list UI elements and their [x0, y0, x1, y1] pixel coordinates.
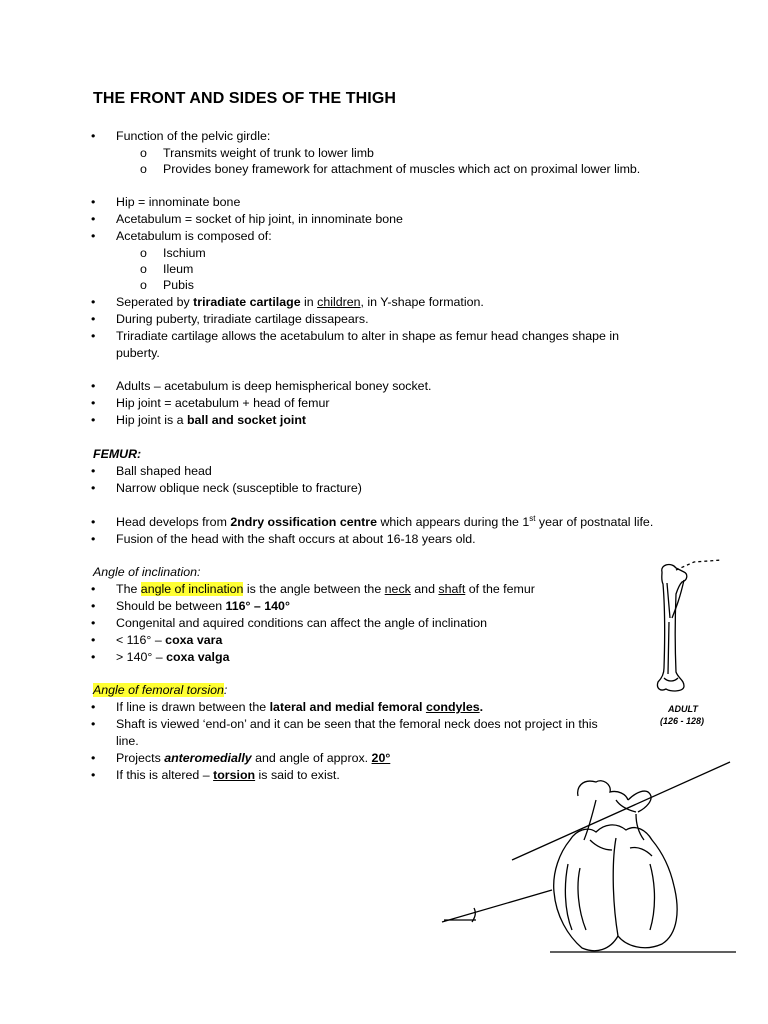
bullet-text: Acetabulum = socket of hip joint, in innominate bone: [116, 212, 403, 226]
bullet: •: [91, 599, 96, 613]
bullet-text: If line is drawn between the lateral and medial femoral condyles.: [116, 700, 484, 714]
bullet: •: [91, 413, 96, 427]
bullet-text: Congenital and aquired conditions can affect the angle of inclination: [116, 616, 488, 630]
bullet: •: [91, 212, 96, 226]
bullet: •: [91, 229, 96, 243]
bullet-text: Projects anteromedially and angle of approx. 20°: [116, 751, 391, 765]
bullet-text: Hip = innominate bone: [116, 195, 241, 209]
bullet: •: [91, 751, 96, 765]
bullet-text: If this is altered – torsion is said to exist.: [116, 768, 340, 782]
sub-bullet-text: Provides boney framework for attachment of muscles which act on proximal lower limb.: [163, 162, 641, 176]
section-heading-inclination: Angle of inclination:: [93, 565, 201, 579]
femoral-torsion-illustration: [440, 760, 740, 960]
bullet-text: Triradiate cartilage allows the acetabulum to alter in shape as femur head changes shape in: [116, 329, 620, 343]
sub-bullet-text: Ileum: [163, 262, 194, 276]
sub-bullet-text: Transmits weight of trunk to lower limb: [163, 146, 374, 160]
section-heading-femur: FEMUR:: [93, 447, 142, 461]
sub-bullet: o: [140, 162, 147, 176]
sub-bullet-text: Ischium: [163, 246, 206, 260]
sub-bullet: o: [140, 246, 147, 260]
bullet: •: [91, 700, 96, 714]
bullet: •: [91, 129, 96, 143]
bullet-text: Ball shaped head: [116, 464, 212, 478]
bullet-text: < 116° – coxa vara: [116, 633, 223, 647]
bullet-text-continued: line.: [116, 734, 139, 748]
bullet: •: [91, 515, 96, 529]
bullet: •: [91, 481, 96, 495]
bullet-text: During puberty, triradiate cartilage dissapears.: [116, 312, 369, 326]
figure-label-range: (126 - 128): [660, 716, 705, 726]
bullet: •: [91, 464, 96, 478]
bullet: •: [91, 717, 96, 731]
bullet: •: [91, 379, 96, 393]
sub-bullet-text: Pubis: [163, 278, 194, 292]
sub-bullet: o: [140, 146, 147, 160]
bullet-text: Hip joint is a ball and socket joint: [116, 413, 307, 427]
bullet: •: [91, 195, 96, 209]
figure-label-adult: ADULT: [668, 704, 698, 714]
bullet-text: The angle of inclination is the angle between the neck and shaft of the femur: [116, 582, 535, 596]
page-title: THE FRONT AND SIDES OF THE THIGH: [93, 90, 397, 107]
bullet-text: Adults – acetabulum is deep hemispherical boney socket.: [116, 379, 432, 393]
bullet-text: Acetabulum is composed of:: [116, 229, 272, 243]
bullet-text: Hip joint = acetabulum + head of femur: [116, 396, 330, 410]
femur-inclination-illustration: [650, 558, 730, 698]
bullet-text: Should be between 116° – 140°: [116, 599, 290, 613]
bullet: •: [91, 582, 96, 596]
sub-bullet: o: [140, 262, 147, 276]
bullet-text: Seperated by triradiate cartilage in children, in Y-shape formation.: [116, 295, 484, 309]
bullet-text: Shaft is viewed ‘end-on’ and it can be seen that the femoral neck does not project in this: [116, 717, 598, 731]
bullet-text: Narrow oblique neck (susceptible to fracture): [116, 481, 362, 495]
bullet: •: [91, 295, 96, 309]
bullet: •: [91, 396, 96, 410]
bullet-text: Function of the pelvic girdle:: [116, 129, 271, 143]
bullet: •: [91, 633, 96, 647]
bullet-text: Fusion of the head with the shaft occurs at about 16-18 years old.: [116, 532, 476, 546]
bullet: •: [91, 329, 96, 343]
bullet: •: [91, 532, 96, 546]
sub-bullet: o: [140, 278, 147, 292]
bullet: •: [91, 312, 96, 326]
bullet-text: > 140° – coxa valga: [116, 650, 230, 664]
bullet-text-continued: puberty.: [116, 346, 160, 360]
bullet: •: [91, 650, 96, 664]
bullet-text: Head develops from 2ndry ossification centre which appears during the 1st year of postnatal life.: [116, 513, 654, 529]
bullet: •: [91, 616, 96, 630]
section-heading-torsion: Angle of femoral torsion:: [93, 683, 228, 697]
bullet: •: [91, 768, 96, 782]
